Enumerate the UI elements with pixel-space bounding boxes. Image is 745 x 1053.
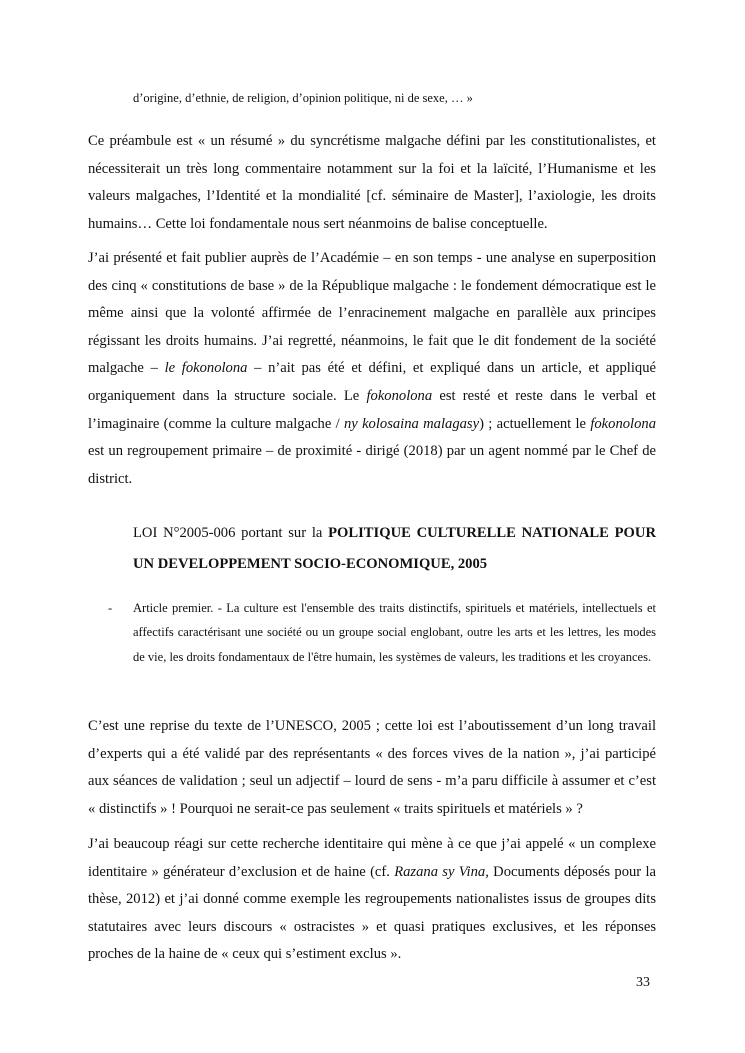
italic-term: fokonolona bbox=[366, 387, 433, 404]
text-run: J’ai beaucoup réagi sur cette recherche identitaire qui mène à ce que j’ai appelé « un complexe identitaire » générateur d’exclusion et de haine (cf. bbox=[88, 836, 656, 880]
paragraph-identity-complex bbox=[88, 831, 656, 969]
italic-title: Razana sy Vina, bbox=[394, 863, 489, 880]
text-run: J’ai présenté et fait publier auprès de l’Académie – en son temps - une analyse en superposition des cinq « constitutions de base » de la République malgache : le fondement démocratique est le même ainsi que la volonté affirmée de l’enracinement malgache en parallèle aux principes régissant les droits humains. J’ai regretté, néanmoins, le fait que le dit fondement de la société malgache – bbox=[88, 250, 656, 377]
law-heading bbox=[133, 518, 656, 580]
paragraph-preamble: Ce préambule est « un résumé » du syncrétisme malgache défini par les constitutionalistes, et nécessiterait un très long commentaire notamment sur la foi et la laïcité, l’Humanisme et les valeurs malgaches, l’Identité et la mondialité [cf. séminaire de Master], l’axiologie, les droits humains… Cette loi fondamentale nous sert néanmoins de balise conceptuelle. bbox=[88, 133, 656, 232]
text-run: est resté et reste dans le verbal et l’imaginaire (comme la culture malgache / bbox=[88, 387, 656, 432]
text-run: – n’ait pas été et défini, et expliqué dans un article, et appliqué organiquement dans la structure sociale. Le bbox=[88, 360, 656, 404]
article-premier: Article premier. - La culture est l'ensemble des traits distinctifs, spirituels et matériels, intellectuels et affectifs caractérisant une société ou un groupe social englobant, outre les arts et les lettres, les modes de vie, les droits fondamentaux de l'être humain, les systèmes de valeurs, les traditions et les croyances. bbox=[133, 601, 656, 664]
italic-term: ny kolosaina malagasy bbox=[344, 415, 480, 432]
list-bullet: - bbox=[108, 601, 113, 615]
quote-continuation: d’origine, d’ethnie, de religion, d’opinion politique, ni de sexe, … » bbox=[133, 91, 473, 105]
text-run: Documents déposés pour la thèse, 2012) et j’ai donné comme exemple les regroupements nationalistes issus de groupes dits statutaires avec leurs discours « ostracistes » et quasi pratiques exclusives, et les réponses proches de la haine de « ceux qui s’estiment exclus ». bbox=[88, 863, 656, 963]
italic-term: le fokonolona bbox=[164, 360, 248, 377]
italic-term: fokonolona bbox=[590, 415, 656, 432]
paragraph-academy-analysis bbox=[88, 245, 656, 493]
law-prefix: LOI N°2005-006 portant sur la bbox=[133, 525, 329, 541]
law-title: POLITIQUE CULTURELLE NATIONALE POUR UN DEVELOPPEMENT SOCIO-ECONOMIQUE, 2005 bbox=[133, 525, 656, 572]
text-run: est un regroupement primaire – de proximité - dirigé (2018) par un agent nommé par le Chef de district. bbox=[88, 443, 656, 487]
paragraph-unesco: C’est une reprise du texte de l’UNESCO, 2005 ; cette loi est l’aboutissement d’un long travail d’experts qui a été validé par des représentants « des forces vives de la nation », j’ai participé aux séances de validation ; seul un adjectif – lourd de sens - m’a paru difficile à assumer et c’est « distinctifs » ! Pourquoi ne serait-ce pas seulement « traits spirituels et matériels » ? bbox=[88, 718, 656, 817]
page-number: 33 bbox=[636, 975, 650, 990]
text-run: ) ; actuellement le bbox=[479, 415, 591, 432]
